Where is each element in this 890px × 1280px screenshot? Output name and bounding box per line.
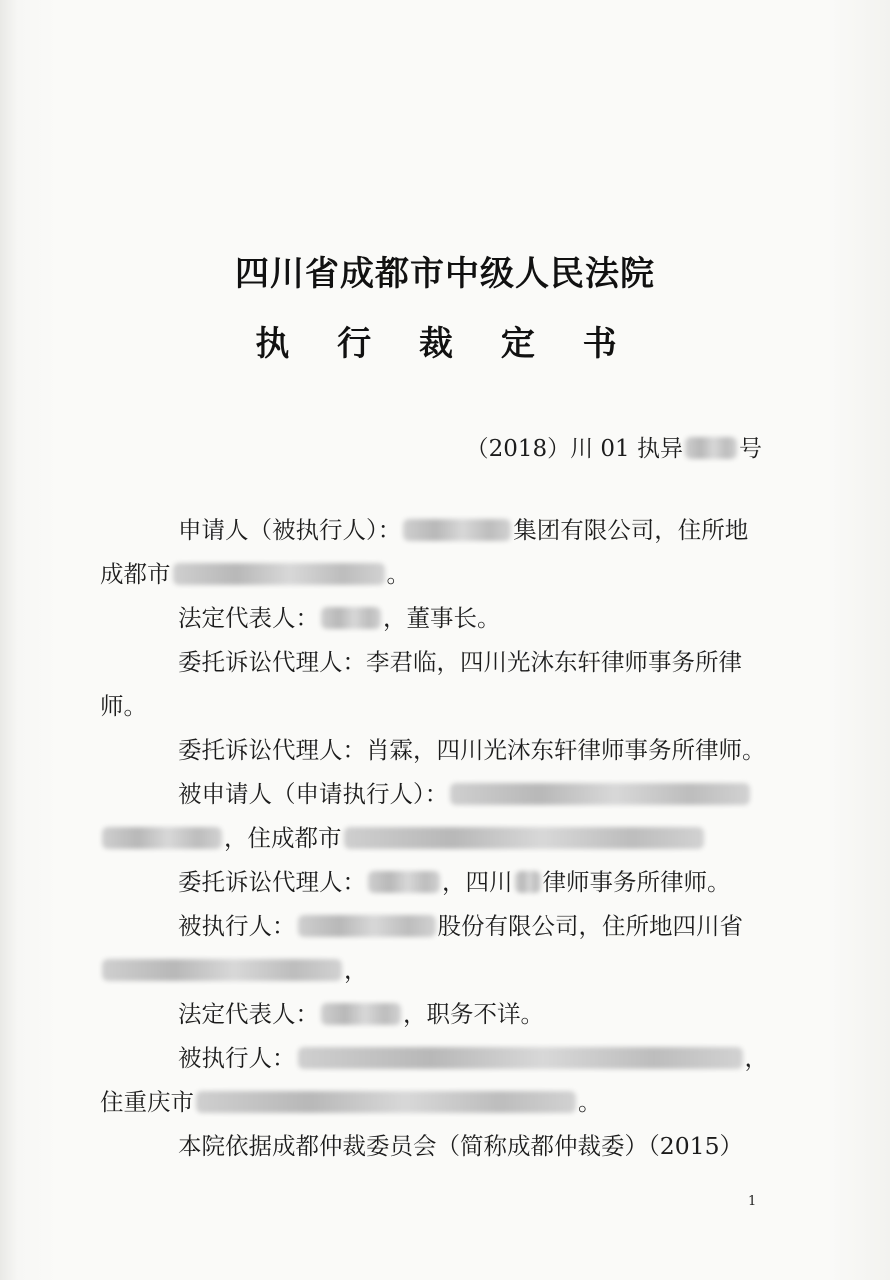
document-type: 执 行 裁 定 书 xyxy=(255,324,635,364)
executed-party-address-line: ， xyxy=(100,955,765,985)
applicant-address-line: 成都市 。 xyxy=(100,560,410,588)
redacted-respondent-address xyxy=(344,827,704,849)
redacted-case-id xyxy=(685,437,737,459)
case-number: （2018）川 01 执异 号 xyxy=(465,436,762,462)
legal-rep-line: 法定代表人： ，董事长。 xyxy=(178,604,501,632)
agent-line-1-cont: 师。 xyxy=(100,692,147,720)
redacted-applicant-name xyxy=(403,519,511,541)
redacted-chongqing-address xyxy=(196,1091,576,1113)
ruling-intro-line: 本院依据成都仲裁委员会（简称成都仲裁委）（2015） xyxy=(178,1132,744,1160)
redacted-applicant-address xyxy=(173,563,385,585)
page-number: 1 xyxy=(748,1194,757,1209)
redacted-legal-rep xyxy=(321,607,381,629)
redacted-respondent-names-cont xyxy=(102,827,222,849)
respondent-agent-line: 委托诉讼代理人： ，四川 律师事务所律师。 xyxy=(178,868,731,896)
executed-party-line-2: 被执行人： ， xyxy=(178,1044,768,1072)
redacted-firm-name xyxy=(515,871,541,893)
agent-line-1: 委托诉讼代理人：李君临，四川光沐东轩律师事务所律 xyxy=(178,648,742,676)
executed-party-line-1: 被执行人： 股份有限公司，住所地四川省 xyxy=(178,912,743,940)
court-name: 四川省成都市中级人民法院 xyxy=(235,254,655,294)
redacted-company-address xyxy=(102,959,342,981)
redacted-executed-legal-rep xyxy=(321,1003,401,1025)
redacted-respondent-names xyxy=(450,783,750,805)
respondent-line: 被申请人（申请执行人）： xyxy=(178,779,765,809)
executed-legal-rep-line: 法定代表人： ，职务不详。 xyxy=(178,1000,544,1028)
redacted-agent-name xyxy=(368,871,440,893)
redacted-company-name xyxy=(298,915,436,937)
executed-party-address-line-2: 住重庆市 。 xyxy=(100,1088,602,1116)
respondent-address-line: ，住成都市 xyxy=(100,823,765,853)
applicant-line: 申请人（被执行人）： 集团有限公司，住所地 xyxy=(178,516,749,544)
agent-line-2: 委托诉讼代理人：肖霖，四川光沐东轩律师事务所律师。 xyxy=(178,736,766,764)
redacted-executed-names xyxy=(298,1047,743,1069)
